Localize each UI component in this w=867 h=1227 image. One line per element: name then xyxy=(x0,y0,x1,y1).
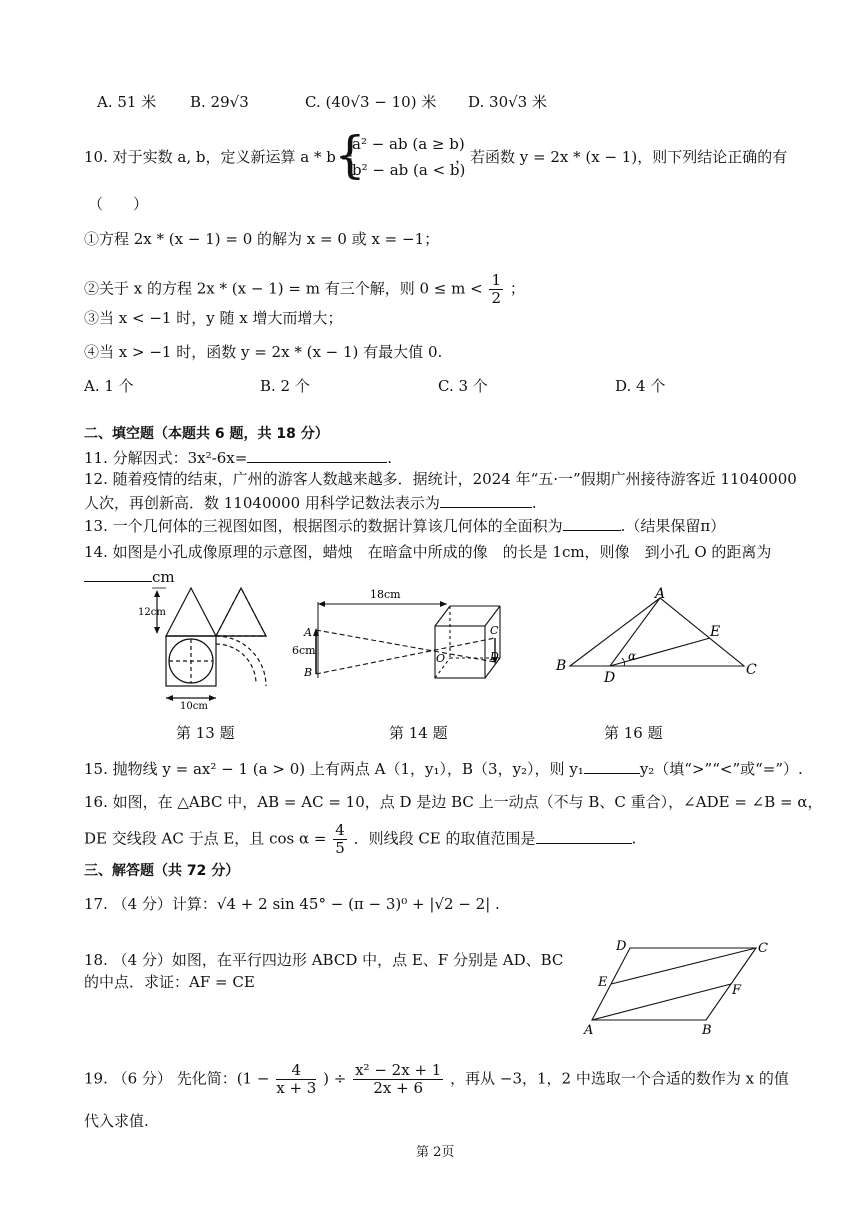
q14-answer-blank[interactable] xyxy=(84,565,152,582)
figure-14-pinhole-camera xyxy=(292,582,517,692)
fig14-point-c: C xyxy=(490,624,499,637)
q15-end: y₂（填“>”“<”或“=”）. xyxy=(639,760,803,778)
fraction-denominator: 5 xyxy=(335,839,345,857)
q19-text: 19. （6 分） 先化简：(1 − xyxy=(84,1069,270,1088)
q10-option-c: C. 3 个 xyxy=(438,377,488,395)
q10-answer-paren: （ ） xyxy=(88,195,149,213)
q19-line-2: 代入求值. xyxy=(84,1112,149,1130)
q16-text: DE 交线段 AC 于点 E，且 cos α = xyxy=(84,829,327,848)
q10-brace: { xyxy=(334,126,366,184)
q11-end: . xyxy=(387,449,393,467)
fig13-height-label: 12cm xyxy=(138,607,166,618)
q16-answer-blank[interactable] xyxy=(536,827,632,844)
q15 xyxy=(84,757,803,779)
q11 xyxy=(84,446,392,468)
fraction-denominator: 2x + 6 xyxy=(373,1079,424,1097)
q10-option-b: B. 2 个 xyxy=(260,377,310,395)
q16-text-2: ．则线段 CE 的取值范围是 xyxy=(353,829,536,848)
fraction-numerator: x² − 2x + 1 xyxy=(355,1061,442,1079)
q13-answer-blank[interactable] xyxy=(563,514,621,531)
q12-end: . xyxy=(531,494,537,512)
q16-line-2 xyxy=(84,822,636,857)
fig14-point-b: B xyxy=(304,666,313,679)
q11-text: 11. 分解因式：3x²-6x= xyxy=(84,449,248,467)
fraction-numerator: 4 xyxy=(276,1062,316,1080)
q19-text-2: ，再从 −3，1，2 中选取一个合适的数作为 x 的值 xyxy=(450,1069,789,1088)
fraction-numerator: 4 xyxy=(335,821,345,839)
q16-end: . xyxy=(631,829,637,848)
fig16-point-c: C xyxy=(746,662,757,678)
q18-line-1: 18. （4 分）如图，在平行四边形 ABCD 中，点 E、F 分别是 AD、BC xyxy=(84,951,564,969)
q13 xyxy=(84,514,725,536)
q19-fraction-1 xyxy=(276,1062,316,1097)
fig18-point-c: C xyxy=(758,941,768,956)
q10-option-d: D. 4 个 xyxy=(615,377,666,395)
fig16-point-d: D xyxy=(604,670,616,686)
q12-line-2 xyxy=(84,491,537,513)
q10-option-a: A. 1 个 xyxy=(84,377,134,395)
q15-text: 15. 抛物线 y = ax² − 1 (a > 0) 上有两点 A（1，y₁），B（3，y₂），则 y₁ xyxy=(84,760,584,778)
q19-fraction-2 xyxy=(353,1062,443,1097)
page-number: 第 2页 xyxy=(416,1145,455,1160)
fig14-point-d: D xyxy=(490,650,499,663)
figure-16-triangle xyxy=(552,586,762,686)
figure-14-caption: 第 14 题 xyxy=(389,724,448,742)
q13-text: 13. 一个几何体的三视图如图，根据图示的数据计算该几何体的全面积为 xyxy=(84,517,563,535)
q10-statement-2-end: ； xyxy=(509,279,525,298)
side-view-triangle-outline xyxy=(216,588,266,636)
figure-18-parallelogram xyxy=(580,936,770,1038)
fig18-point-b: B xyxy=(702,1023,712,1038)
front-view-triangle xyxy=(166,588,216,636)
side-view-triangle xyxy=(216,588,266,636)
q10-condition: ，若函数 y = 2x * (x − 1)，则下列结论正确的有 xyxy=(455,148,788,166)
fig14-height-label: 6cm xyxy=(292,644,316,657)
fig16-point-b: B xyxy=(556,658,567,674)
fig16-point-e: E xyxy=(710,624,721,640)
q16-line-1: 16. 如图，在 △ABC 中，AB = AC = 10，点 D 是边 BC 上一动点（不与 B、C 重合），∠ADE = ∠B = α， xyxy=(84,793,823,811)
q17: 17. （4 分）计算：√4 + 2 sin 45° − (π − 3)⁰ + |√2 − 2| . xyxy=(84,895,500,913)
fraction-denominator: 2 xyxy=(491,289,502,307)
q16-fraction xyxy=(333,822,347,857)
q10-statement-2 xyxy=(84,272,525,307)
fig16-angle-alpha: α xyxy=(628,649,637,663)
q10-statement-4: ④当 x > −1 时，函数 y = 2x * (x − 1) 有最大值 0. xyxy=(84,343,443,361)
section-2-title: 二、填空题（本题共 6 题，共 18 分） xyxy=(84,426,329,442)
fig18-point-a: A xyxy=(584,1023,594,1038)
fig14-distance-label: 18cm xyxy=(370,588,401,601)
q10-statement-2-fraction xyxy=(489,272,503,307)
fig14-point-a: A xyxy=(304,626,312,639)
q9-option-b: B. 29√3 xyxy=(190,93,249,111)
fig16-point-a: A xyxy=(655,586,666,602)
figure-13-caption: 第 13 题 xyxy=(176,724,235,742)
q13-end: .（结果保留π） xyxy=(620,517,726,535)
q10-statement-2-text: ②关于 x 的方程 2x * (x − 1) = m 有三个解，则 0 ≤ m < xyxy=(84,279,483,298)
q9-option-c: C. (40√3 − 10) 米 xyxy=(305,93,437,111)
fig14-point-o: O xyxy=(436,652,446,665)
q19-divide: ) ÷ xyxy=(323,1069,347,1088)
q9-option-d: D. 30√3 米 xyxy=(468,93,547,111)
section-3-title: 三、解答题（共 72 分） xyxy=(84,863,240,879)
q10-statement-3: ③当 x < −1 时，y 随 x 增大而增大； xyxy=(84,309,343,327)
q14-line-1: 14. 如图是小孔成像原理的示意图，蜡烛 在暗盒中所成的像 的长是 1cm，则像 到小孔 O 的距离为 xyxy=(84,543,772,561)
fraction-denominator: x + 3 xyxy=(276,1079,317,1097)
q15-answer-blank[interactable] xyxy=(584,757,640,774)
q10-case-2: b² − ab (a < b) xyxy=(352,161,466,179)
q9-option-a: A. 51 米 xyxy=(97,93,157,111)
fig18-point-e: E xyxy=(598,975,608,990)
fraction-numerator: 1 xyxy=(491,271,502,289)
q11-answer-blank[interactable] xyxy=(247,446,387,463)
q14-unit: cm xyxy=(152,568,175,586)
fig13-width-label: 10cm xyxy=(180,701,208,712)
q18-line-2: 的中点．求证：AF = CE xyxy=(84,973,255,991)
q10-case-1: a² − ab (a ≥ b) xyxy=(352,135,465,153)
q12-text: 人次，再创新高．数 11040000 用科学记数法表示为 xyxy=(84,494,440,512)
figure-16-caption: 第 16 题 xyxy=(604,724,663,742)
q12-answer-blank[interactable] xyxy=(440,491,532,508)
figure-13-three-views xyxy=(136,582,276,712)
q10-intro: 10. 对于实数 a, b，定义新运算 a * b = xyxy=(84,148,354,166)
q19-line-1 xyxy=(84,1062,789,1097)
q12-line-1: 12. 随着疫情的结束，广州的游客人数越来越多．据统计，2024 年“五·一”假期广州接待游客近 11040000 xyxy=(84,470,797,488)
q10-statement-1: ①方程 2x * (x − 1) = 0 的解为 x = 0 或 x = −1； xyxy=(84,230,440,248)
fig18-point-f: F xyxy=(732,983,742,998)
fig18-point-d: D xyxy=(616,939,627,954)
